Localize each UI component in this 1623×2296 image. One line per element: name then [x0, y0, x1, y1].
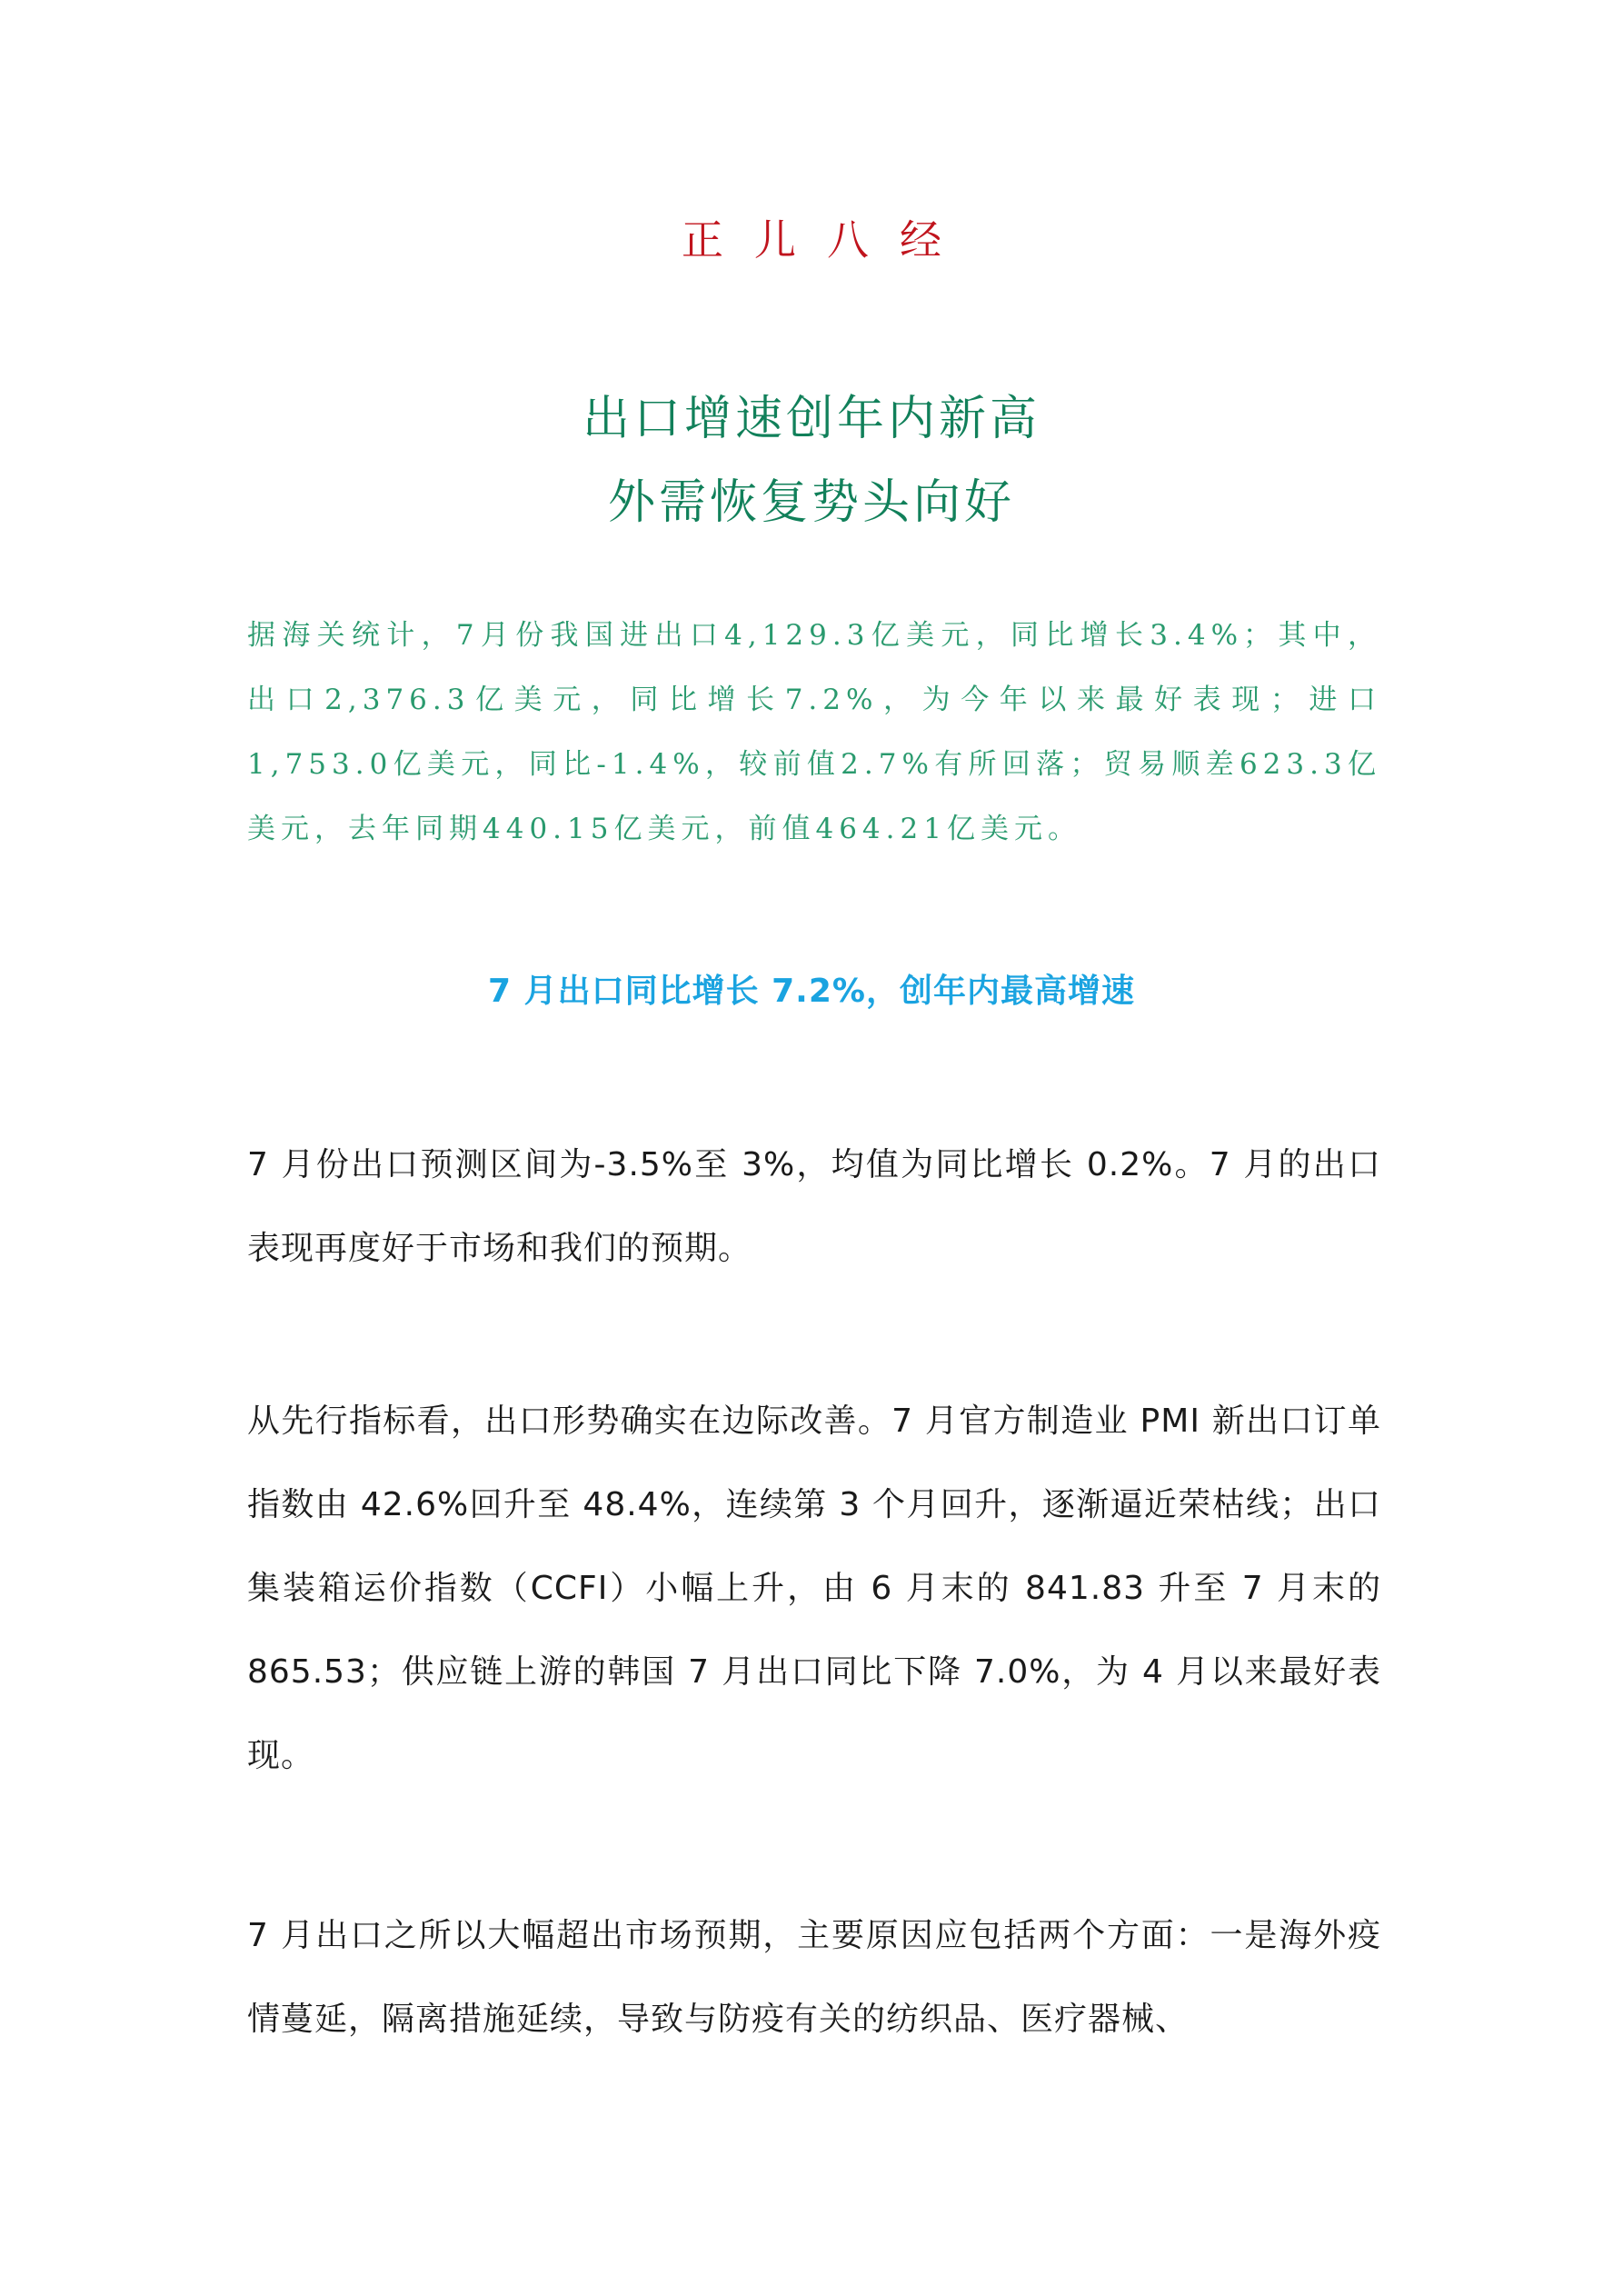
- headline-line-1: 出口增速创年内新高: [582, 392, 1041, 446]
- body-paragraph-3: 7 月出口之所以大幅超出市场预期，主要原因应包括两个方面：一是海外疫情蔓延，隔离措施延续，导致与防疫有关的纺织品、医疗器械、: [247, 1917, 1381, 2038]
- section-heading: 7 月出口同比增长 7.2%，创年内最高增速: [488, 973, 1135, 1010]
- brand-title: 正儿八经: [682, 215, 972, 265]
- summary-paragraph: 据海关统计，7月份我国进出口4,129.3亿美元，同比增长3.4%；其中，出口2,376.3亿美元，同比增长7.2%，为今年以来最好表现；进口1,753.0亿美元，同比-1.4%，较前值2.7%有所回落；贸易顺差623.3亿美元，去年同期440.15亿美元，前值464.21亿美元。: [247, 619, 1381, 845]
- headline-line-2: 外需恢复势头向好: [607, 475, 1015, 530]
- body-paragraph-1: 7 月份出口预测区间为-3.5%至 3%，均值为同比增长 0.2%。7 月的出口表现再度好于市场和我们的预期。: [247, 1146, 1381, 1267]
- body-paragraph-2: 从先行指标看，出口形势确实在边际改善。7 月官方制造业 PMI 新出口订单指数由 42.6%回升至 48.4%，连续第 3 个月回升，逐渐逼近荣枯线；出口集装箱运价指数（CCFI）小幅上升，由 6 月末的 841.83 升至 7 月末的 865.53；供应链上游的韩国 7 月出口同比下降 7.0%，为 4 月以来最好表现。: [247, 1403, 1381, 1774]
